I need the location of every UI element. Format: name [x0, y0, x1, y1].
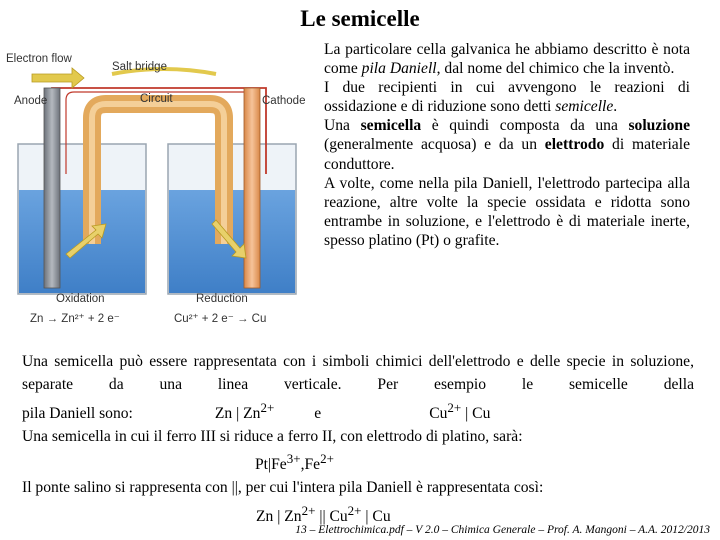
full-cell-b: || Cu	[315, 508, 348, 526]
lower-line-1: Una semicella può essere rappresentata con i simboli chimici dell'elettrodo e delle specie in soluzione, separate da una linea verticale. Per esempio le semicelle della	[22, 353, 694, 393]
cu-half-cell-tail: | Cu	[461, 404, 491, 422]
p2-text-b: .	[613, 98, 618, 116]
lower-text-block	[22, 351, 694, 529]
left-beaker	[18, 144, 146, 294]
zn-half-cell	[215, 397, 274, 426]
page-footer: 13 – Elettrochimica.pdf – V 2.0 – Chimica Generale – Prof. A. Mangoni – A.A. 2012/2013	[295, 524, 710, 536]
full-cell-a: Zn | Zn	[256, 508, 302, 526]
label-cathode: Cathode	[262, 95, 306, 107]
label-circuit: Circuit	[140, 93, 173, 105]
label-reduction: Reduction	[196, 293, 248, 305]
fe-half-cell-a: Pt|Fe	[255, 456, 287, 474]
cu-charge: 2+	[447, 399, 462, 415]
fe-half-cell	[22, 448, 694, 477]
label-electron-flow: Electron flow	[6, 53, 72, 65]
daniell-cell-figure	[4, 44, 316, 334]
paragraph-semicelle	[324, 78, 690, 116]
fe2-charge: 2+	[320, 451, 334, 467]
p2-emphasis: semicelle	[555, 98, 614, 116]
cu-half-cell	[429, 397, 490, 426]
oxidation-equation: Zn → Zn²⁺ + 2 e⁻	[30, 313, 120, 325]
p3-text-c: (generalmente acquosa) e da un	[324, 136, 545, 154]
lower-line-2	[22, 397, 694, 426]
label-oxidation: Oxidation	[56, 293, 105, 305]
right-text-column	[324, 40, 690, 250]
lower-line-3: Una semicella in cui il ferro III si riduce a ferro II, con elettrodo di platino, sarà:	[22, 427, 523, 445]
page-title: Le semicelle	[300, 6, 420, 31]
p1-emphasis: pila Daniell	[361, 60, 437, 78]
zinc-anode	[44, 88, 60, 288]
electron-flow-arrow	[32, 68, 84, 88]
paragraph-electrode-types: A volte, come nella pila Daniell, l'elettrodo partecipa alla reazione, altre volte la specie ossidata e ridotta sono entrambe in soluzione, e l'elettrodo è di materiale inerte, spesso platino (Pt) o grafite.	[324, 174, 690, 249]
p3-bold-semicella: semicella	[360, 117, 422, 135]
full-cell-c: | Cu	[361, 508, 391, 526]
daniell-cell-diagram	[4, 44, 316, 334]
paragraph-daniell	[324, 40, 690, 78]
full-cell-cu-charge: 2+	[347, 503, 362, 519]
p2-text-a: I due recipienti in cui avvengono le reazioni di ossidazione e di riduzione sono detti	[324, 79, 690, 116]
label-anode: Anode	[14, 95, 48, 107]
lower-line-5: Il ponte salino si rappresenta con ||, per cui l'intera pila Daniell è rappresentata così:	[22, 479, 544, 497]
fe-half-cell-b: ,Fe	[300, 456, 321, 474]
conjunction-e: e	[314, 404, 322, 422]
p3-text-b: è quindi composta da una	[421, 117, 629, 135]
zn-charge: 2+	[260, 399, 275, 415]
p3-bold-elettrodo: elettrodo	[544, 136, 605, 154]
daniell-intro: pila Daniell sono:	[22, 404, 133, 422]
p3-text-a: Una	[324, 117, 361, 135]
zn-half-cell-text: Zn | Zn	[214, 404, 261, 422]
p1-text-a: La particolare cella galvanica he abbiamo descritto è nota come	[324, 41, 690, 78]
p1-text-b: , dal nome del chimico che la inventò.	[436, 60, 675, 78]
cu-half-cell-text: Cu	[429, 404, 448, 422]
label-salt-bridge: Salt bridge	[112, 61, 167, 73]
p3-text-d: di materiale conduttore.	[324, 136, 690, 173]
fe3-charge: 3+	[286, 451, 301, 467]
paragraph-composition	[324, 116, 690, 173]
p3-bold-soluzione: soluzione	[628, 117, 690, 135]
full-cell-zn-charge: 2+	[301, 503, 316, 519]
reduction-equation: Cu²⁺ + 2 e⁻ → Cu	[174, 313, 267, 325]
